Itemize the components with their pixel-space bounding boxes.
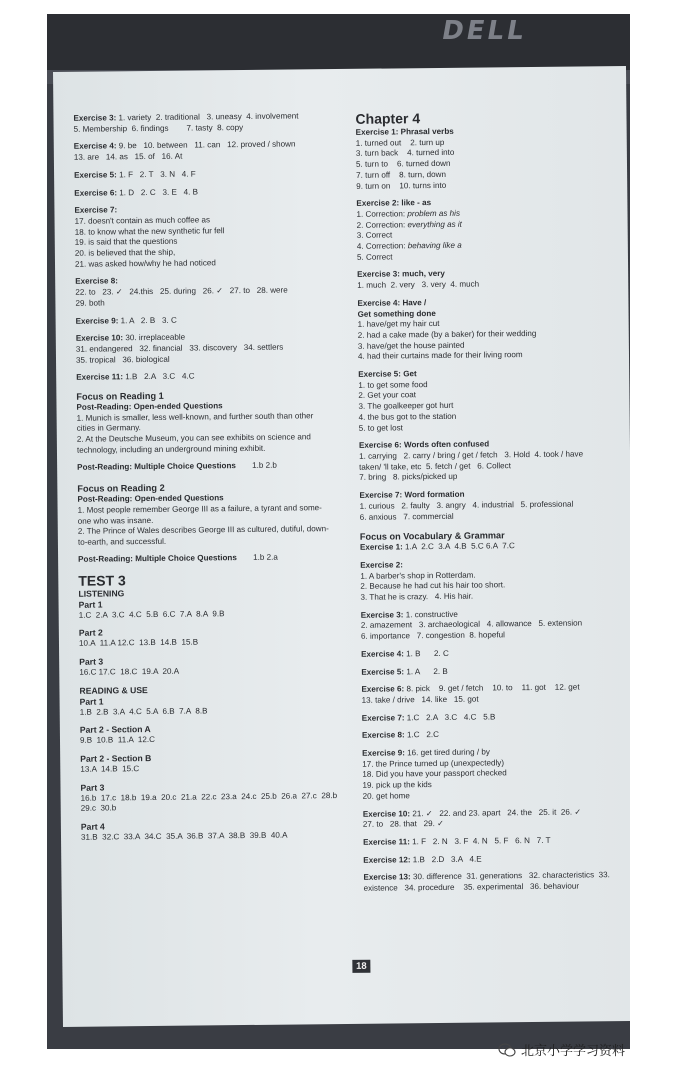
exercise-label: Exercise 9: bbox=[75, 315, 119, 326]
chapter-title: Chapter 4 bbox=[355, 110, 421, 127]
part-label: Part 2 - Section A bbox=[79, 724, 151, 736]
exercise-block bbox=[361, 665, 626, 678]
test-part bbox=[79, 625, 351, 650]
test-part bbox=[80, 751, 352, 776]
test-part bbox=[80, 780, 352, 815]
reading1-mc bbox=[77, 459, 349, 473]
exercise-line: 19. is said that the questions bbox=[74, 237, 178, 248]
exercise-line: 18. Did you have your passport checked bbox=[362, 768, 507, 780]
exercise-block bbox=[363, 870, 628, 894]
exercise-line: 2. amazement 3. archaeological 4. allowance 5. extension bbox=[360, 618, 583, 631]
ch4-exercise-4 bbox=[357, 296, 623, 363]
exercise-answer: 30. difference 31. generations 32. characteristics 33. bbox=[412, 870, 610, 882]
reading2-title: Focus on Reading 2 bbox=[77, 483, 165, 495]
exercise-label: Exercise 4: bbox=[361, 649, 404, 659]
listening-parts bbox=[79, 596, 352, 678]
exercise-line: 17. the Prince turned up (unexpectedly) bbox=[362, 758, 505, 769]
photo-frame bbox=[47, 14, 630, 1049]
reading1-section bbox=[76, 388, 349, 473]
test-part bbox=[79, 654, 351, 679]
exercise-label: Exercise 1: Phrasal verbs bbox=[355, 126, 454, 137]
exercise-line: 31. endangered 32. financial 33. discovery 34. settlers bbox=[75, 342, 284, 354]
part-answers: 1.B 2.B 3.A 4.C 5.A 6.B 7.A 8.B bbox=[79, 706, 208, 717]
reading1-line: technology, including an underground mining exhibit. bbox=[76, 443, 266, 455]
part-label: Part 3 bbox=[80, 782, 105, 793]
exercise-label: Exercise 11: bbox=[76, 372, 124, 383]
exercise-line bbox=[362, 711, 627, 724]
exercise-line: 21. was asked how/why he had noticed bbox=[74, 258, 216, 269]
exercise-line: 29. both bbox=[75, 298, 105, 308]
exercise-line: 35. tropical 36. biological bbox=[75, 354, 170, 365]
exercise-answer: 1. variety 2. traditional 3. uneasy 4. involvement bbox=[118, 111, 299, 123]
exercise-block bbox=[362, 728, 627, 741]
exercise-line: 6. anxious 7. commercial bbox=[359, 511, 454, 522]
exercise-line: 1. turned out 2. turn up bbox=[355, 137, 445, 148]
test3-title: TEST 3 bbox=[78, 571, 126, 589]
exercise-block bbox=[74, 168, 346, 182]
exercise-line bbox=[363, 835, 628, 848]
exercise-answer: 30. irreplaceable bbox=[125, 332, 186, 343]
exercise-label: Exercise 7: bbox=[74, 205, 118, 216]
line-italic: everything as it bbox=[407, 219, 462, 229]
exercise-block bbox=[75, 274, 347, 309]
line-text: 2. Correction: bbox=[356, 219, 408, 230]
test-part bbox=[81, 819, 353, 844]
exercise-answer: 1.B 2.A 3.C 4.C bbox=[125, 371, 195, 382]
exercise-block bbox=[362, 711, 627, 724]
test-part bbox=[79, 596, 351, 621]
reading1-title: Focus on Reading 1 bbox=[76, 390, 164, 402]
exercise-label: Exercise 6: bbox=[74, 187, 118, 198]
part-answers: 10.A 11.A 12.C 13.B 14.B 15.B bbox=[78, 637, 199, 648]
line-italic: behaving like a bbox=[407, 240, 462, 251]
exercise-line bbox=[76, 313, 348, 327]
exercise-line bbox=[360, 540, 625, 553]
exercise-label: Exercise 7: Word formation bbox=[359, 489, 465, 500]
exercise-answer: 1. B 2. C bbox=[406, 648, 449, 659]
exercise-line bbox=[363, 853, 628, 866]
exercise-label: Exercise 11: bbox=[363, 837, 410, 847]
reading2-line: 2. The Prince of Wales describes George III as cultured, dutiful, down- bbox=[77, 524, 329, 537]
vocab-exercise-list bbox=[360, 540, 629, 894]
exercise-answer: 1.B 2.D 3.A 4.E bbox=[412, 854, 482, 864]
exercise-label: Exercise 2: bbox=[360, 560, 403, 570]
page-number: 18 bbox=[352, 960, 370, 973]
part-answers: 16.b 17.c 18.b 19.a 20.c 21.a 22.c 23.a 24.c 25.b 26.a 27.c 28.b 29.c 30.b bbox=[80, 790, 342, 814]
ch4-exercise-2 bbox=[356, 196, 622, 263]
exercise-line: existence 34. procedure 35. experimental 36. behaviour bbox=[363, 881, 580, 893]
exercise-block bbox=[360, 558, 625, 604]
ch4-exercise-7 bbox=[359, 488, 624, 523]
exercise-line bbox=[361, 647, 626, 660]
line-text: 5. Correct bbox=[356, 252, 393, 262]
exercise-label: Exercise 6: bbox=[361, 684, 405, 695]
line-text: 1. Correction: bbox=[356, 209, 408, 219]
line-italic: problem as his bbox=[407, 208, 461, 219]
exercise-line bbox=[74, 168, 346, 182]
reading1-line: 2. At the Deutsche Museum, you can see exhibits on science and bbox=[76, 432, 311, 444]
part-answers: 16.C 17.C 18.C 19.A 20.A bbox=[79, 666, 180, 677]
exercise-answer: 1.C 2.C bbox=[406, 730, 439, 740]
exercise-line: 1. much 2. very 3. very 4. much bbox=[357, 279, 480, 290]
watermark-text: 北京小学学习资料 bbox=[521, 1043, 626, 1058]
ch4-exercise-1 bbox=[356, 125, 622, 192]
part-answers: 13.A 14.B 15.C bbox=[80, 764, 140, 774]
left-exercise-list bbox=[73, 111, 348, 384]
exercise-block bbox=[74, 203, 347, 270]
reading-use-label: READING & USE bbox=[79, 684, 148, 696]
exercise-answer: 1. A 2. B 3. C bbox=[120, 315, 177, 325]
exercise-line: 19. pick up the kids bbox=[362, 780, 432, 790]
exercise-block bbox=[74, 139, 346, 163]
part-label: Part 4 bbox=[80, 821, 105, 832]
exercise-block bbox=[76, 313, 348, 327]
part-label: Part 2 bbox=[78, 627, 103, 638]
exercise-answer: 1. F 2. T 3. N 4. F bbox=[119, 169, 196, 180]
reading2-line: to-earth, and successful. bbox=[77, 536, 167, 547]
exercise-line: 3. That he is crazy. 4. His hair. bbox=[360, 591, 474, 602]
exercise-label: Exercise 5: Get bbox=[358, 369, 417, 379]
exercise-block bbox=[363, 807, 628, 831]
exercise-block bbox=[361, 608, 626, 643]
exercise-block bbox=[363, 853, 628, 866]
exercise-line: 20. get home bbox=[362, 791, 410, 801]
dell-logo: DELL bbox=[439, 16, 530, 46]
reading2-mc bbox=[78, 552, 350, 566]
exercise-label: Exercise 9: bbox=[362, 748, 405, 758]
exercise-answer: 1. constructive bbox=[405, 609, 458, 620]
reading-parts bbox=[80, 694, 354, 844]
exercise-line: 1. carrying 2. carry / bring / get / fetch 3. Hold 4. took / have bbox=[358, 449, 584, 461]
exercise-line: 22. to 23. ✓ 24.this 25. during 26. ✓ 27. to 28. were bbox=[75, 285, 288, 297]
reading1-line: cities in Germany. bbox=[76, 423, 141, 434]
exercise-line bbox=[74, 185, 346, 199]
exercise-block bbox=[76, 331, 348, 366]
exercise-label: Exercise 13: bbox=[363, 872, 411, 883]
listening-label: LISTENING bbox=[78, 587, 125, 599]
exercise-line: 7. bring 8. picks/picked up bbox=[359, 472, 458, 483]
exercise-block bbox=[73, 111, 345, 135]
exercise-line bbox=[76, 370, 348, 384]
exercise-line: 13. take / drive 14. like 15. got bbox=[361, 694, 479, 705]
exercise-label: Exercise 5: bbox=[361, 666, 405, 677]
answer-key-page bbox=[53, 66, 630, 1027]
vocab-title: Focus on Vocabulary & Grammar bbox=[359, 530, 505, 543]
exercise-line: 18. to know what the new synthetic fur fell bbox=[74, 225, 225, 237]
watermark bbox=[498, 1040, 625, 1059]
test-part bbox=[80, 694, 352, 719]
part-label: Part 3 bbox=[79, 656, 104, 667]
exercise-block bbox=[361, 682, 626, 706]
part-answers: 1.C 2.A 3.C 4.C 5.B 6.C 7.A 8.A 9.B bbox=[78, 608, 225, 620]
exercise-block bbox=[363, 835, 628, 848]
exercise-label: Exercise 8: bbox=[361, 730, 405, 741]
ch4-exercise-3 bbox=[357, 267, 622, 291]
reading1-line: 1. Munich is smaller, less well-known, and further south than other bbox=[76, 411, 314, 423]
reading2-mc-label: Post-Reading: Multiple Choice Questions bbox=[78, 552, 237, 564]
exercise-line: 9. turn on 10. turns into bbox=[356, 180, 447, 191]
part-answers: 9.B 10.B 11.A 12.C bbox=[79, 735, 156, 746]
part-label: Part 1 bbox=[79, 696, 104, 707]
exercise-answer: 1.A 2.C 3.A 4.B 5.C 6.A 7.C bbox=[404, 541, 515, 552]
exercise-line: 1. have/get my hair cut bbox=[357, 319, 440, 330]
exercise-label: Exercise 12: bbox=[363, 854, 411, 865]
reading2-section bbox=[77, 480, 350, 565]
exercise-label: Exercise 3: bbox=[73, 113, 117, 123]
exercise-line: 2. Because he had cut his hair too short. bbox=[360, 580, 506, 592]
exercise-line: 1. to get some food bbox=[358, 379, 428, 390]
exercise-block bbox=[362, 746, 628, 802]
exercise-line: 7. turn off 8. turn, down bbox=[356, 169, 446, 180]
exercise-label-2: Get something done bbox=[357, 308, 436, 319]
line-text: 4. Correction: bbox=[356, 241, 408, 251]
exercise-label: Exercise 4: bbox=[73, 141, 117, 152]
right-column bbox=[355, 108, 628, 902]
exercise-answer: 16. get tired during / by bbox=[407, 747, 490, 758]
exercise-line: 20. is believed that the ship, bbox=[74, 247, 176, 258]
left-column bbox=[73, 111, 353, 851]
exercise-line: 13. are 14. as 15. of 16. At bbox=[73, 151, 183, 162]
exercise-line: 3. The goalkeeper got hurt bbox=[358, 400, 454, 411]
reading2-subtitle: Post-Reading: Open-ended Questions bbox=[77, 493, 224, 505]
exercise-label: Exercise 3: much, very bbox=[357, 269, 445, 280]
test-part bbox=[80, 722, 352, 747]
exercise-line: 1. A barber's shop in Rotterdam. bbox=[360, 570, 476, 581]
exercise-line: 27. to 28. that 29. ✓ bbox=[362, 819, 444, 830]
exercise-line bbox=[361, 665, 626, 678]
reading2-mc-answers: 1.b 2.a bbox=[253, 552, 278, 562]
test3-section bbox=[78, 569, 353, 843]
reading1-mc-label: Post-Reading: Multiple Choice Questions bbox=[77, 460, 236, 472]
exercise-line: 1. curious 2. faulty 3. angry 4. industrial 5. professional bbox=[359, 499, 574, 511]
exercise-line: 5. Membership 6. findings 7. tasty 8. copy bbox=[73, 122, 244, 134]
exercise-line: 5. to get lost bbox=[358, 422, 403, 433]
wechat-icon bbox=[498, 1043, 516, 1057]
exercise-answer: 1. A 2. B bbox=[406, 666, 448, 676]
reading1-subtitle: Post-Reading: Open-ended Questions bbox=[76, 401, 223, 412]
exercise-line: taken/ 'll take, etc 5. fetch / get 6. Collect bbox=[359, 460, 512, 472]
exercise-label: Exercise 6: Words often confused bbox=[358, 439, 490, 451]
exercise-block bbox=[76, 370, 348, 384]
exercise-label: Exercise 7: bbox=[361, 712, 405, 723]
exercise-answer: 1. D 2. C 3. E 4. B bbox=[119, 187, 199, 197]
exercise-line: 3. turn back 4. turned into bbox=[355, 148, 455, 159]
exercise-answer: 1. F 2. N 3. F 4. N 5. F 6. N 7. T bbox=[412, 835, 551, 847]
exercise-line: 2. had a cake made (by a baker) for their wedding bbox=[357, 328, 537, 340]
exercise-block bbox=[360, 540, 625, 553]
exercise-label: Exercise 1: bbox=[359, 542, 403, 553]
exercise-answer: 9. be 10. between 11. can 12. proved / shown bbox=[118, 139, 296, 151]
reading2-line: 1. Most people remember George III as a failure, a tyrant and some- bbox=[77, 503, 322, 515]
exercise-label: Exercise 4: Have / bbox=[357, 297, 427, 308]
ch4-exercise-5 bbox=[358, 367, 624, 434]
part-answers: 31.B 32.C 33.A 34.C 35.A 36.B 37.A 38.B 39.B 40.A bbox=[80, 830, 288, 842]
part-label: Part 2 - Section B bbox=[80, 753, 152, 764]
exercise-line: 3. have/get the house painted bbox=[357, 340, 465, 351]
exercise-line bbox=[362, 728, 627, 741]
exercise-label: Exercise 8: bbox=[75, 276, 118, 287]
reading1-mc-answers: 1.b 2.b bbox=[252, 460, 277, 470]
exercise-line: 17. doesn't contain as much coffee as bbox=[74, 215, 211, 226]
exercise-line: 5. turn to 6. turned down bbox=[355, 158, 451, 169]
exercise-answer: 1.C 2.A 3.C 4.C 5.B bbox=[406, 712, 496, 722]
exercise-block bbox=[74, 185, 346, 199]
exercise-line: 4. the bus got to the station bbox=[358, 411, 457, 422]
exercise-block bbox=[361, 647, 626, 660]
exercise-label: Exercise 2: like - as bbox=[356, 198, 432, 209]
exercise-label: Exercise 3: bbox=[360, 610, 404, 620]
exercise-line: 6. importance 7. congestion 8. hopeful bbox=[360, 630, 505, 641]
exercise-label: Exercise 5: bbox=[74, 170, 117, 180]
exercise-line: 4. had their curtains made for their living room bbox=[357, 350, 523, 362]
ch4-exercise-6 bbox=[359, 438, 624, 484]
part-label: Part 1 bbox=[78, 599, 103, 610]
exercise-answer: 21. ✓ 22. and 23. apart 24. the 25. it 26. ✓ bbox=[412, 807, 582, 818]
exercise-line: 2. Get your coat bbox=[358, 390, 417, 401]
line-text: 3. Correct bbox=[356, 230, 393, 241]
reading2-line: one who was insane. bbox=[77, 515, 154, 526]
exercise-label: Exercise 10: bbox=[362, 808, 411, 819]
exercise-label: Exercise 10: bbox=[75, 333, 124, 344]
exercise-answer: 8. pick 9. get / fetch 10. to 11. got 12. get bbox=[406, 682, 580, 694]
